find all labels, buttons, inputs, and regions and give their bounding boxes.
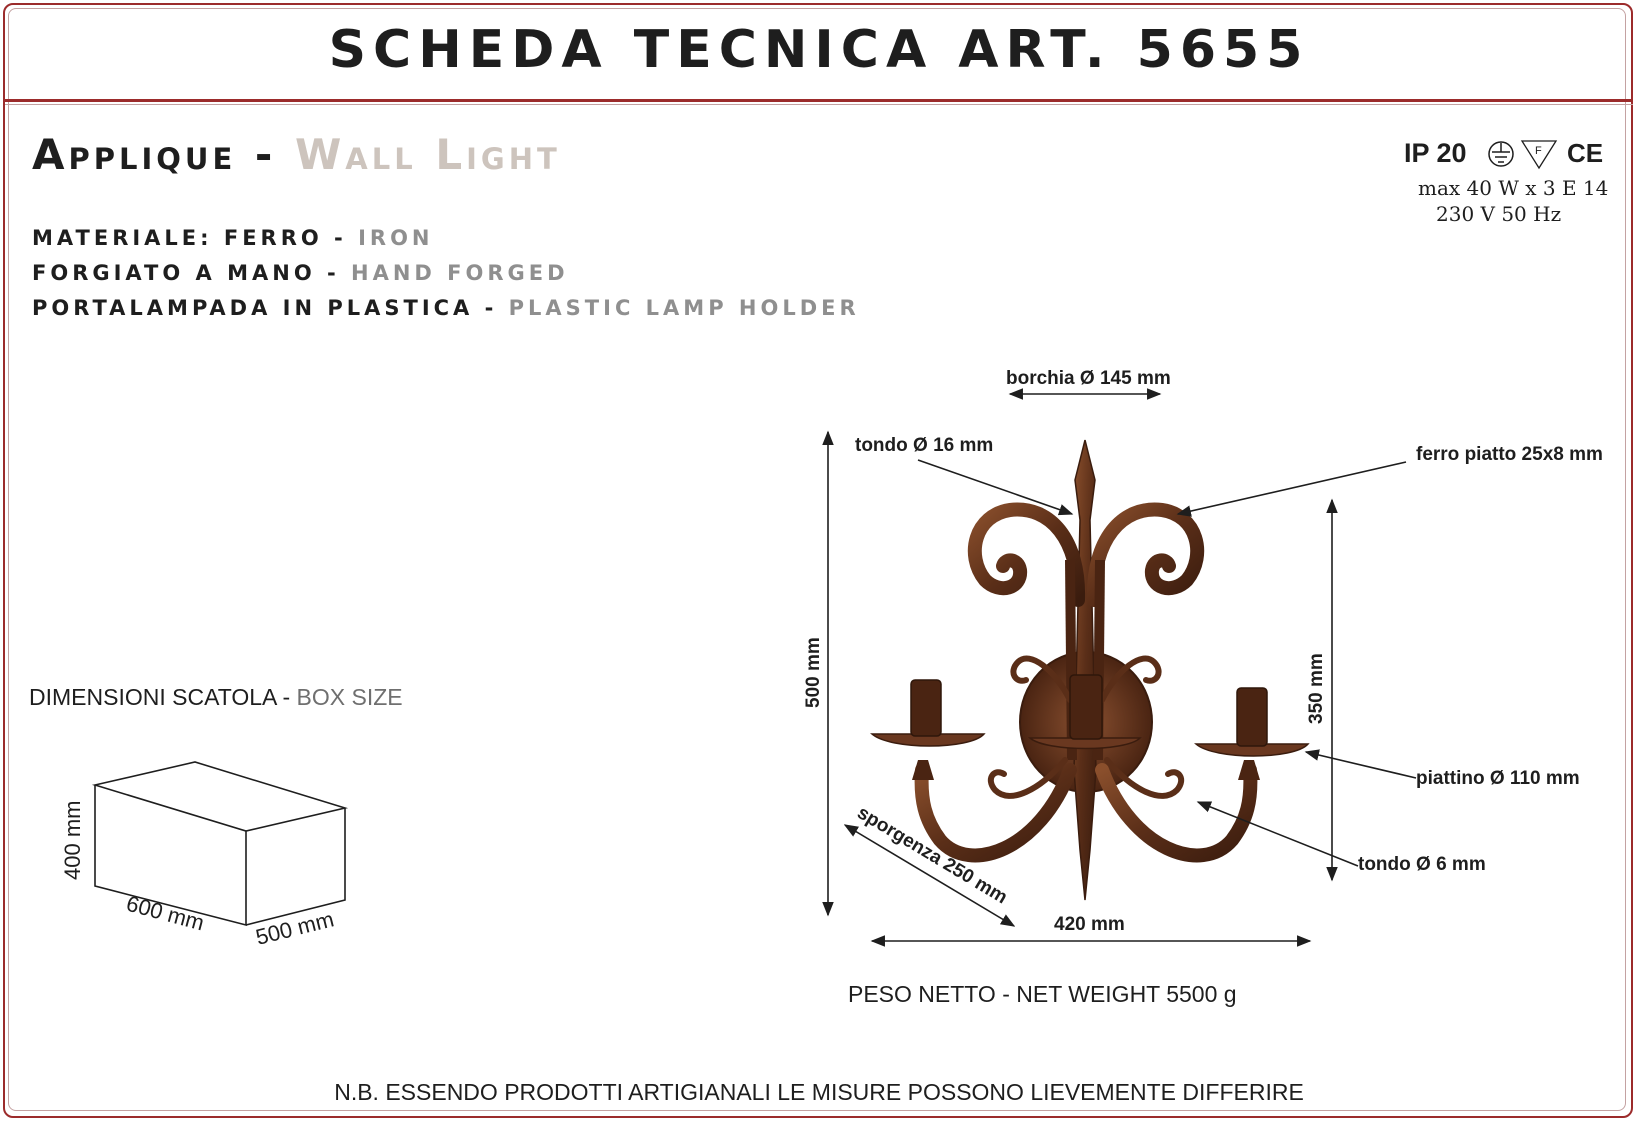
label-sporgenza: sporgenza 250 mm bbox=[853, 802, 1011, 909]
label-width: 420 mm bbox=[1054, 914, 1125, 935]
product-name-en: Wall Light bbox=[294, 130, 561, 179]
box-size-title-it: DIMENSIONI SCATOLA - bbox=[29, 684, 297, 710]
label-tondo-6: tondo Ø 6 mm bbox=[1358, 854, 1486, 875]
wall-light-image bbox=[872, 440, 1308, 900]
earth-ground-icon bbox=[1489, 142, 1513, 166]
box-height-label: 400 mm bbox=[60, 800, 85, 880]
box-depth-label: 500 mm bbox=[253, 906, 337, 950]
box-length-label: 600 mm bbox=[123, 890, 207, 936]
power-rating: max 40 W x 3 E 14 bbox=[1418, 176, 1609, 200]
f-triangle-icon bbox=[1522, 141, 1556, 168]
footer-note: N.B. ESSENDO PRODOTTI ARTIGIANALI LE MISURE POSSONO LIEVEMENTE DIFFERIRE bbox=[334, 1079, 1304, 1105]
ip-rating: IP 20 bbox=[1404, 138, 1467, 168]
spec-forged-en: HAND FORGED bbox=[351, 261, 569, 285]
label-borchia: borchia Ø 145 mm bbox=[1006, 368, 1171, 389]
page-title: SCHEDA TECNICA ART. 5655 bbox=[328, 20, 1310, 80]
spec-lamp-holder-it: PORTALAMPADA IN PLASTICA - bbox=[32, 296, 509, 320]
spec-material-it: MATERIALE: FERRO - bbox=[32, 226, 359, 250]
label-ferro-piatto: ferro piatto 25x8 mm bbox=[1416, 444, 1603, 465]
spec-forged-it: FORGIATO A MANO - bbox=[32, 261, 352, 285]
spec-material-en: IRON bbox=[358, 226, 434, 250]
label-height-arms: 350 mm bbox=[1306, 653, 1327, 724]
ce-icon: CE bbox=[1567, 138, 1604, 168]
box-size-title-en: BOX SIZE bbox=[296, 684, 403, 710]
product-name-it: Applique - bbox=[32, 130, 277, 179]
svg-text:F: F bbox=[1535, 145, 1542, 157]
net-weight: PESO NETTO - NET WEIGHT 5500 g bbox=[848, 981, 1237, 1007]
label-piattino: piattino Ø 110 mm bbox=[1416, 768, 1580, 789]
voltage-rating: 230 V 50 Hz bbox=[1436, 202, 1562, 226]
spec-lamp-holder-en: PLASTIC LAMP HOLDER bbox=[508, 296, 860, 320]
label-tondo-16: tondo Ø 16 mm bbox=[855, 435, 994, 456]
label-height-total: 500 mm bbox=[803, 637, 824, 708]
